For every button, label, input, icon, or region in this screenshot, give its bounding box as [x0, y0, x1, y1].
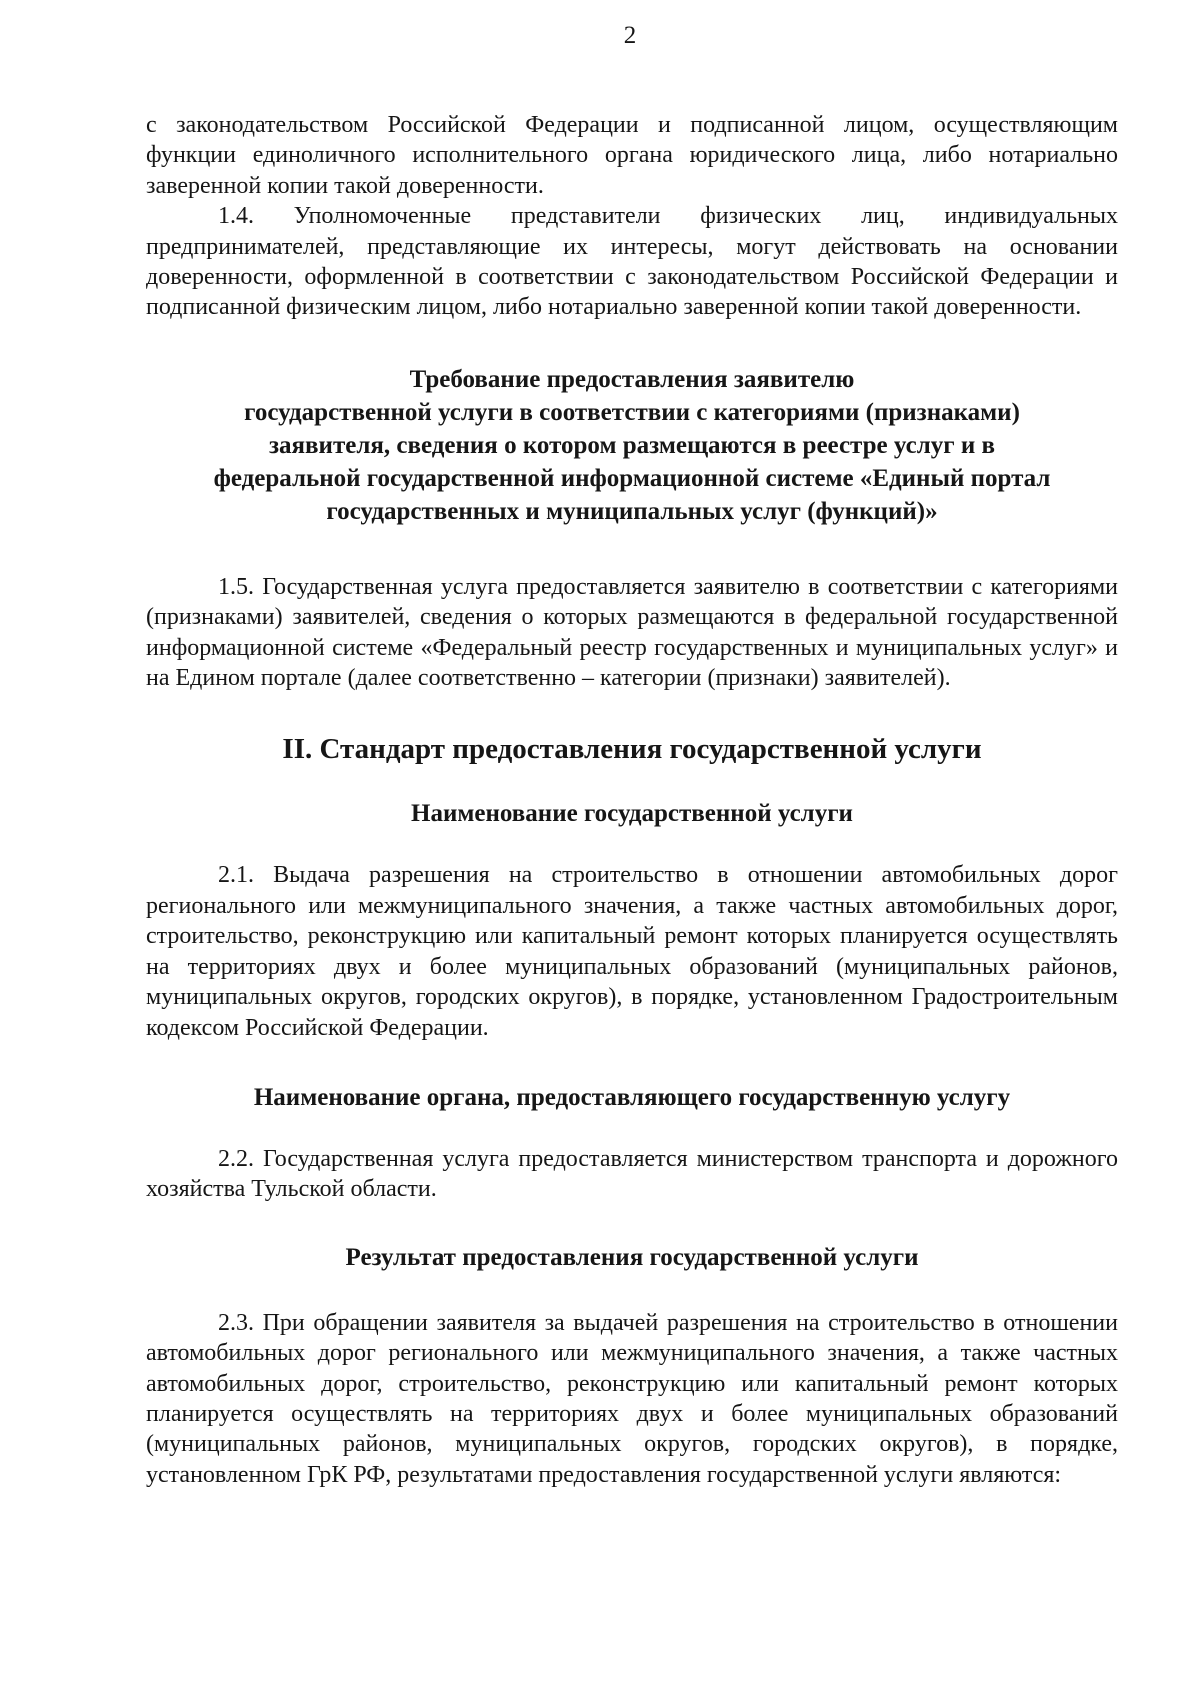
heading-requirement-line-1: Требование предоставления заявителю [409, 365, 855, 393]
document-body [146, 110, 1118, 1490]
page-number: 2 [623, 22, 637, 49]
heading-authority-name: Наименование органа, предоставляющего государственную услугу [253, 1083, 1011, 1111]
paragraph-1-5: 1.5. Государственная услуга предоставляется заявителю в соответствии с категориями (признаками) заявителей, сведения о которых размещаются в федеральной государственной информационной системе «Федеральный реестр государственных и муниципальных услуг» и на Едином портале (далее соответственно – категории (признаки) заявителей). [146, 573, 1118, 692]
heading-requirement-line-2: государственной услуги в соответствии с категориями (признаками) [244, 398, 1020, 426]
paragraph-2-1: 2.1. Выдача разрешения на строительство в отношении автомобильных дорог регионального или межмуниципального значения, а также частных автомобильных дорог, строительство, реконструкцию или капитальный ремонт которых планируется осуществлять на территориях двух и более муниципальных образований (муниципальных районов, муниципальных округов, городских округов), в порядке, установленном Градостроительным кодексом Российской Федерации. [146, 862, 1118, 1041]
heading-result: Результат предоставления государственной услуги [345, 1243, 919, 1271]
heading-requirement-line-3: заявителя, сведения о котором размещаются в реестре услуг и в [268, 431, 995, 459]
paragraph-2-2: 2.2. Государственная услуга предоставляется министерством транспорта и дорожного хозяйства Тульской области. [146, 1145, 1118, 1203]
paragraph-1-4: 1.4. Уполномоченные представители физических лиц, индивидуальных предпринимателей, представляющие их интересы, могут действовать на основании доверенности, оформленной в соответствии с законодательством Российской Федерации и подписанной физическим лицом, либо нотариально заверенной копии такой доверенности. [146, 203, 1118, 321]
paragraph-continuation: с законодательством Российской Федерации и подписанной лицом, осуществляющим функции единоличного исполнительного органа юридического лица, либо нотариально заверенной копии такой доверенности. [146, 112, 1118, 199]
heading-requirement-line-5: государственных и муниципальных услуг (функций)» [326, 497, 938, 525]
heading-section-2: II. Стандарт предоставления государственной услуги [282, 733, 982, 766]
heading-requirement [146, 363, 1118, 528]
heading-requirement-line-4: федеральной государственной информационной системе «Единый портал [213, 464, 1051, 492]
heading-service-name: Наименование государственной услуги [411, 800, 853, 828]
paragraph-2-3: 2.3. При обращении заявителя за выдачей разрешения на строительство в отношении автомобильных дорог регионального или межмуниципального значения, а также частных автомобильных дорог, строительство, реконструкцию или капитальный ремонт которых планируется осуществлять на территориях двух и более муниципальных образований (муниципальных районов, муниципальных округов, городских округов), в порядке, установленном ГрК РФ, результатами предоставления государственной услуги являются: [146, 1309, 1118, 1488]
